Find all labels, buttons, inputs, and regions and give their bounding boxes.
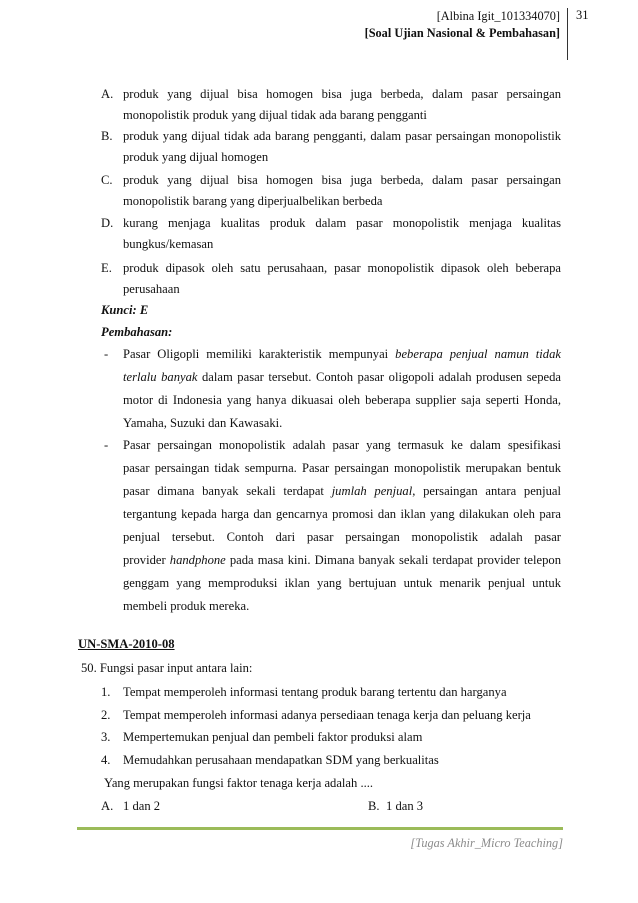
header-divider [567, 8, 568, 60]
answer-text: 1 dan 2 [123, 799, 161, 813]
paragraph-line: Yamaha, Suzuki dan Kawasaki. [123, 416, 283, 430]
page-footer: [Tugas Akhir_Micro Teaching] [410, 836, 563, 850]
option-text: produk yang dijual tidak ada barang pengganti, dalam pasar persaingan monopolistik [123, 129, 561, 143]
answer-label: A. [101, 799, 114, 813]
option-label: B. [101, 129, 113, 143]
option-text: produk yang dijual bisa homogen bisa juga berbeda, dalam pasar persaingan [123, 173, 561, 187]
option-label: E. [101, 261, 112, 275]
section-title: UN-SMA-2010-08 [78, 637, 175, 651]
bullet-dash: - [104, 438, 109, 452]
paragraph-line: penjual tersebut. Contoh dari pasar persaingan monopolistik adalah pasar [123, 530, 561, 544]
bullet-dash: - [104, 347, 109, 361]
paragraph-line: provider handphone pada masa kini. Dimana banyak sekali terdapat provider telepon [123, 553, 562, 567]
option-text: produk dipasok oleh satu perusahaan, pasar monopolistik dipasok oleh beberapa [123, 261, 561, 275]
list-item: Tempat memperoleh informasi adanya persediaan tenaga kerja dan peluang kerja [123, 708, 531, 722]
footer-rule [77, 827, 563, 830]
paragraph-line: genggam yang memproduksi iklan yang bertujuan untuk menarik penjual untuk [123, 576, 561, 590]
option-label: A. [101, 87, 114, 101]
paragraph-line: terlalu banyak dalam pasar tersebut. Contoh pasar oligopoli adalah produsen sepeda [123, 370, 561, 384]
page-header [365, 8, 560, 42]
list-item: Tempat memperoleh informasi tentang produk barang tertentu dan harganya [123, 685, 507, 699]
option-label: C. [101, 173, 113, 187]
paragraph-line: membeli produk mereka. [123, 599, 250, 613]
answer-key: Kunci: E [101, 303, 149, 317]
header-title: [Soal Ujian Nasional & Pembahasan] [364, 26, 560, 40]
discussion-heading: Pembahasan: [101, 325, 173, 339]
paragraph-line: pasar dimana banyak sekali terdapat jumlah penjual, persaingan antara penjual [123, 484, 561, 498]
paragraph-line: pasar persaingan tidak sempurna. Pasar persaingan monopolistik merupakan bentuk [123, 461, 561, 475]
option-text: kurang menjaga kualitas produk dalam pasar monopolistik menjaga kualitas [123, 216, 561, 230]
option-text: monopolistik produk yang dijual tidak ada barang pengganti [123, 108, 427, 122]
option-text: produk yang dijual bisa homogen bisa juga berbeda, dalam pasar persaingan [123, 87, 561, 101]
item-number: 3. [101, 730, 111, 744]
item-number: 1. [101, 685, 111, 699]
option-text: monopolistik barang yang diperjualbelikan berbeda [123, 194, 383, 208]
header-author: [Albina Igit_101334070] [436, 9, 560, 23]
question-text: 50. Fungsi pasar input antara lain: [81, 661, 253, 675]
paragraph-line: Pasar persaingan monopolistik adalah pasar yang termasuk ke dalam spesifikasi [123, 438, 561, 452]
item-number: 2. [101, 708, 111, 722]
list-item: Mempertemukan penjual dan pembeli faktor produksi alam [123, 730, 423, 744]
paragraph-line: motor di Indonesia yang hanya dikuasai oleh beberapa supplier saja seperti Honda, [123, 393, 561, 407]
page-number: 31 [576, 8, 589, 22]
option-text: produk yang dijual homogen [123, 150, 269, 164]
question-prompt: Yang merupakan fungsi faktor tenaga kerja adalah .... [104, 776, 374, 790]
answer-label: B. [368, 799, 380, 813]
paragraph-line: tergantung kepada harga dan gencarnya promosi dan iklan yang dilakukan oleh para [123, 507, 561, 521]
option-text: bungkus/kemasan [123, 237, 214, 251]
option-text: perusahaan [123, 282, 180, 296]
answer-text: 1 dan 3 [386, 799, 424, 813]
list-item: Memudahkan perusahaan mendapatkan SDM yang berkualitas [123, 753, 439, 767]
item-number: 4. [101, 753, 111, 767]
paragraph-line: Pasar Oligopli memiliki karakteristik mempunyai beberapa penjual namun tidak [123, 347, 561, 361]
option-label: D. [101, 216, 114, 230]
